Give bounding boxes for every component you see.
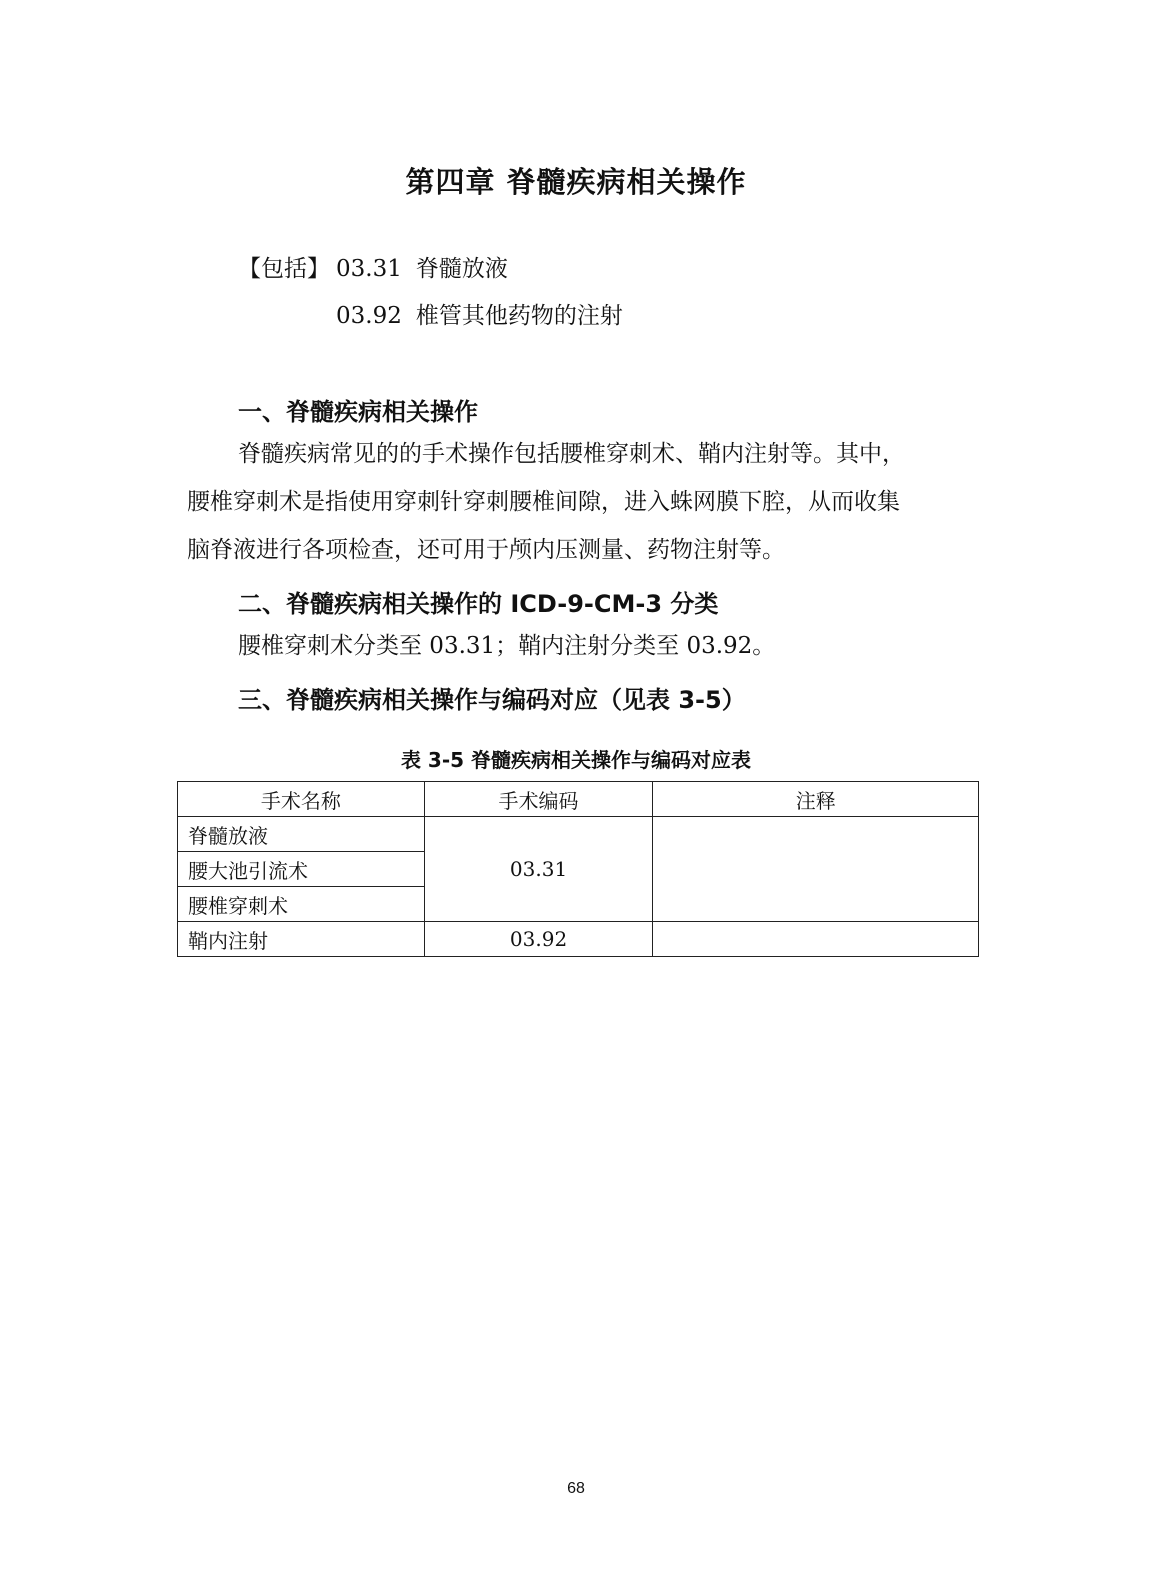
header-cell: 注释 [653, 782, 979, 817]
section-heading-2: 二、脊髓疾病相关操作的 ICD-9-CM-3 分类 [238, 590, 719, 618]
header-cell: 手术编码 [424, 782, 653, 817]
procedure-name-cell: 腰大池引流术 [178, 852, 425, 887]
include-row [238, 246, 623, 293]
table-row [178, 817, 979, 852]
page-number: 68 [567, 1480, 585, 1497]
section-heading-1: 一、脊髓疾病相关操作 [238, 398, 478, 426]
paragraph-line: 腰椎穿刺术是指使用穿刺针穿刺腰椎间隙，进入蛛网膜下腔，从而收集 [187, 489, 900, 515]
section-heading-3: 三、脊髓疾病相关操作与编码对应（见表 3-5） [238, 686, 746, 714]
include-code: 03.31 [336, 256, 402, 282]
procedure-code-cell: 03.92 [424, 922, 653, 957]
include-row [238, 293, 623, 340]
table-caption: 表 3-5 脊髓疾病相关操作与编码对应表 [400, 748, 752, 772]
paragraph-line: 腰椎穿刺术分类至 03.31；鞘内注射分类至 03.92。 [238, 633, 776, 659]
table-header-row [178, 782, 979, 817]
include-label: 【包括】 [238, 256, 330, 282]
procedure-name-cell: 鞘内注射 [178, 922, 425, 957]
procedure-name-cell: 腰椎穿刺术 [178, 887, 425, 922]
header-cell: 手术名称 [178, 782, 425, 817]
section-1-paragraph [187, 430, 967, 574]
table-row [178, 922, 979, 957]
procedure-code-cell: 03.31 [424, 817, 653, 922]
include-code: 03.92 [336, 303, 402, 329]
includes-block [238, 246, 623, 340]
paragraph-line: 脊髓疾病常见的的手术操作包括腰椎穿刺术、鞘内注射等。其中， [238, 441, 905, 467]
chapter-title: 第四章 脊髓疾病相关操作 [405, 165, 747, 199]
section-2-paragraph [187, 622, 967, 670]
code-table [177, 781, 979, 957]
procedure-name-cell: 脊髓放液 [178, 817, 425, 852]
note-cell [653, 922, 979, 957]
paragraph-line: 脑脊液进行各项检查，还可用于颅内压测量、药物注射等。 [187, 537, 785, 563]
include-name: 脊髓放液 [415, 256, 508, 282]
include-name: 椎管其他药物的注射 [415, 303, 623, 329]
note-cell [653, 817, 979, 922]
